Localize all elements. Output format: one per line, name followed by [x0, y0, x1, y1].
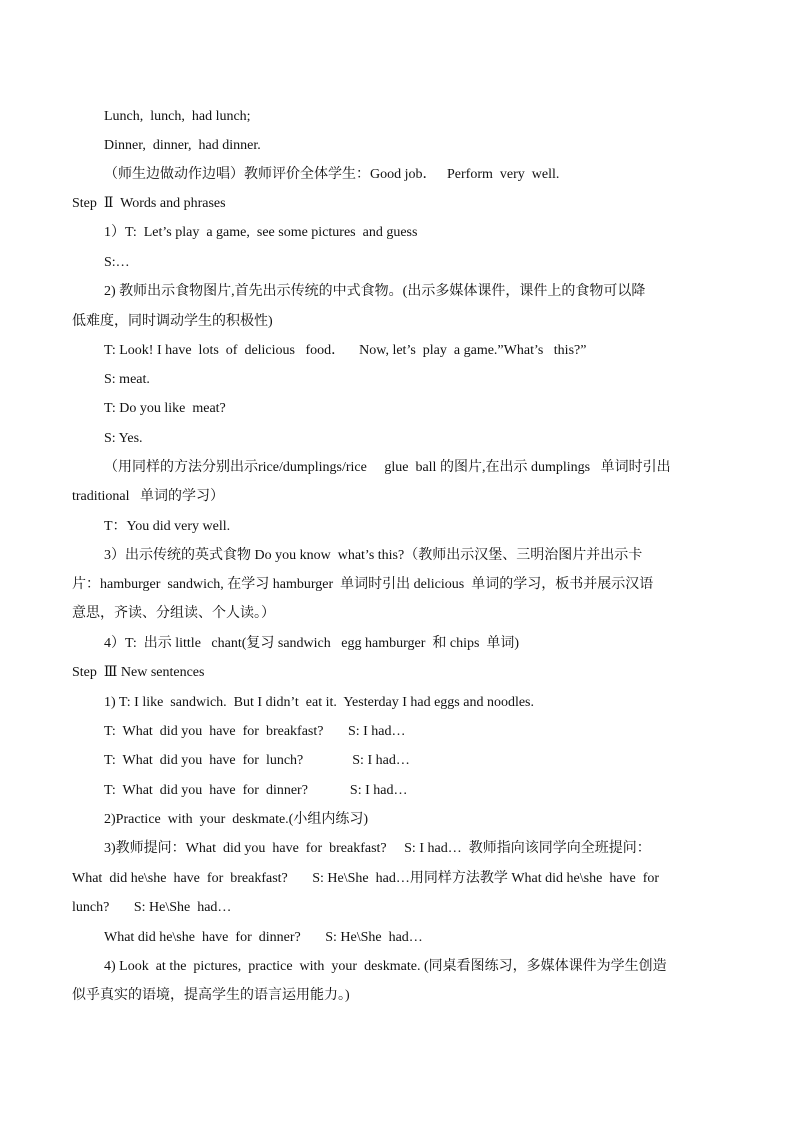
step-2-item-1: 1）T: Let’s play a game, see some pictures and guess [104, 225, 418, 240]
step-3-item-3-continued: What did he\she have for breakfast? S: He\She had…用同样方法教学 What did he\she have for [72, 871, 660, 886]
student-yes-line: S: Yes. [104, 431, 143, 446]
teacher-evaluation-line: （师生边做动作边唱）教师评价全体学生：Good job． Perform very well. [104, 167, 560, 182]
teacher-prompt-line: T: Look! I have lots of delicious food． Now, let’s play a game.”What’s this?” [104, 343, 587, 358]
step-2-item-3-end: 意思，齐读、分组读、个人读。） [72, 606, 275, 621]
dialogue-breakfast-line: T: What did you have for breakfast? S: I had… [104, 724, 406, 739]
dialogue-lunch-line: T: What did you have for lunch? S: I had… [104, 753, 410, 768]
step-3-item-3: 3)教师提问：What did you have for breakfast? S: I had… 教师指向该同学向全班提问： [104, 841, 651, 856]
teacher-praise-line: T：You did very well. [104, 519, 231, 534]
step-3-heading: Step Ⅲ New sentences [72, 665, 205, 680]
chant-line-lunch: Lunch, lunch, had lunch; [104, 109, 251, 124]
step-2-item-2: 2) 教师出示食物图片,首先出示传统的中式食物。(出示多媒体课件，课件上的食物可以降 [104, 284, 646, 299]
step-3-item-1: 1) T: I like sandwich. But I didn’t eat it. Yesterday I had eggs and noodles. [104, 695, 534, 710]
step-2-heading: Step Ⅱ Words and phrases [72, 196, 226, 211]
step-3-item-3-dinner: What did he\she have for dinner? S: He\She had… [104, 930, 423, 945]
same-method-line: （用同样的方法分别出示rice/dumplings/rice glue ball 的图片,在出示 dumplings 单词时引出 [104, 460, 671, 475]
step-3-item-4: 4) Look at the pictures, practice with your deskmate. (同桌看图练习，多媒体课件为学生创造 [104, 959, 667, 974]
dialogue-dinner-line: T: What did you have for dinner? S: I had… [104, 783, 408, 798]
student-meat-line: S: meat. [104, 372, 150, 387]
step-2-item-2-continued: 低难度，同时调动学生的积极性) [72, 314, 273, 329]
chant-line-dinner: Dinner, dinner, had dinner. [104, 138, 261, 153]
teacher-question-line: T: Do you like meat? [104, 401, 226, 416]
student-response-line: S:… [104, 255, 130, 270]
step-2-item-3-continued: 片：hamburger sandwich, 在学习 hamburger 单词时引出 delicious 单词的学习，板书并展示汉语 [72, 577, 654, 592]
step-2-item-3: 3）出示传统的英式食物 Do you know what’s this?（教师出示汉堡、三明治图片并出示卡 [104, 548, 643, 563]
step-3-item-2: 2)Practice with your deskmate.(小组内练习) [104, 812, 368, 827]
step-2-item-4: 4）T: 出示 little chant(复习 sandwich egg hamburger 和 chips 单词) [104, 636, 520, 651]
traditional-word-line: traditional 单词的学习） [72, 489, 225, 504]
step-3-item-4-continued: 似乎真实的语境，提高学生的语言运用能力。) [72, 988, 350, 1003]
step-3-item-3-lunch: lunch? S: He\She had… [72, 900, 232, 915]
